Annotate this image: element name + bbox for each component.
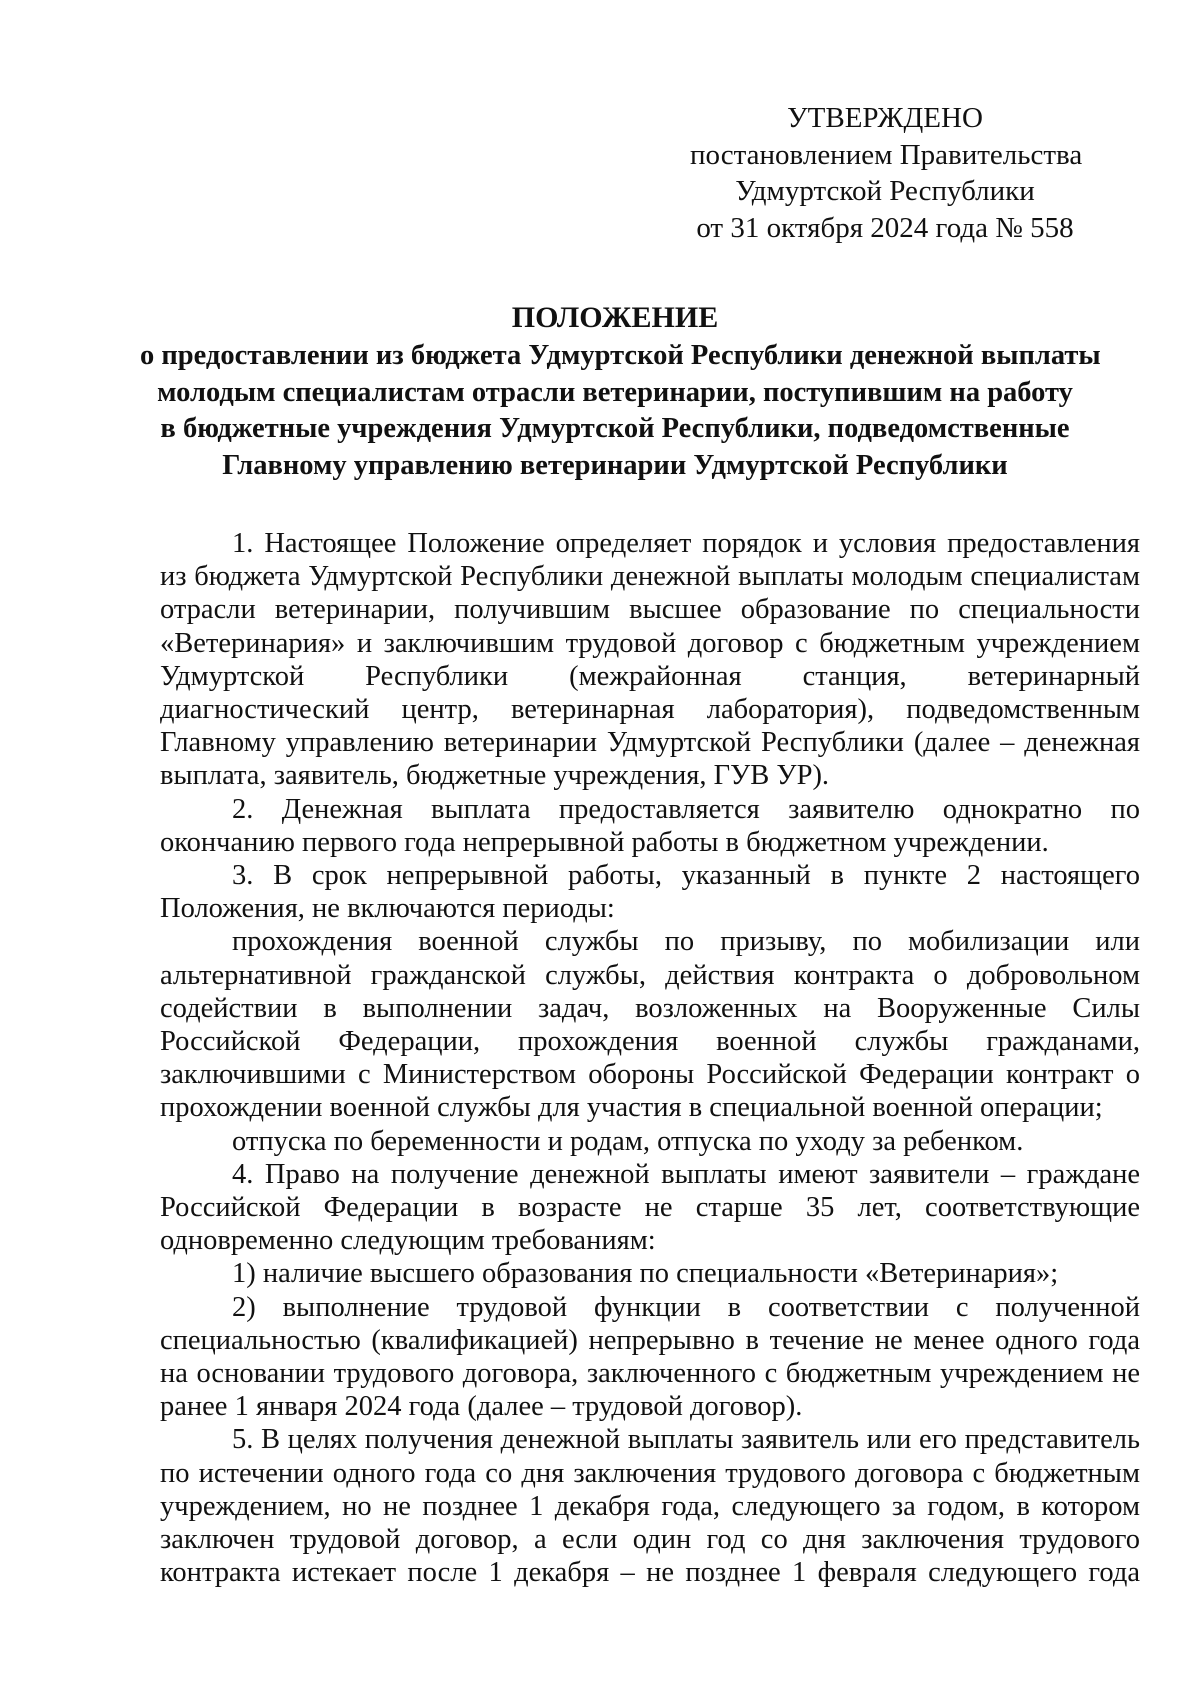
paragraph-2: 2. Денежная выплата предоставляется заявителю однократно по окончанию первого года непрерывной работы в бюджетном учреждении.	[160, 793, 1140, 858]
document-body	[160, 527, 1140, 1590]
approval-stamp	[690, 100, 1083, 246]
subtitle-line: в бюджетные учреждения Удмуртской Республики, подведомственные	[160, 413, 1070, 444]
paragraph-1: 1. Настоящее Положение определяет порядок и условия предоставления из бюджета Удмуртской Республики денежной выплаты молодым специалистам отрасли ветеринарии, получившим высшее образование по специальности «Ветеринария» и заключившим трудовой договор с бюджетным учреждением Удмуртской Республики (межрайонная станция, ветеринарный диагностический центр, ветеринарная лаборатория), подведомственным Главному управлению ветеринарии Удмуртской Республики (далее – денежная выплата, заявитель, бюджетные учреждения, ГУВ УР).	[160, 528, 1140, 792]
approval-heading: УТВЕРЖДЕНО	[787, 102, 983, 134]
document-title: ПОЛОЖЕНИЕ	[511, 301, 719, 334]
approval-date-number: от 31 октября 2024 года № 558	[696, 211, 1074, 244]
approval-region: Удмуртской Республики	[735, 175, 1035, 207]
paragraph-3-leave: отпуска по беременности и родам, отпуска по уходу за ребенком.	[232, 1125, 1024, 1157]
paragraph-4-item-2: 2) выполнение трудовой функции в соответствии с полученной специальностью (квалификацией) непрерывно в течение не менее одного года на основании трудового договора, заключенного с бюджетным учреждением не ранее 1 января 2024 года (далее – трудовой договор).	[160, 1291, 1140, 1423]
approval-resolution: постановлением Правительства	[690, 138, 1083, 171]
subtitle-line: о предоставлении из бюджета Удмуртской Республики денежной выплаты	[140, 340, 1101, 371]
subtitle-line: молодым специалистам отрасли ветеринарии, поступившим на работу	[157, 376, 1073, 408]
document-subtitle	[140, 338, 1101, 484]
paragraph-3-military: прохождения военной службы по призыву, по мобилизации или альтернативной гражданской службы, действия контракта о добровольном содействии в выполнении задач, возложенных на Вооруженные Силы Российской Федерации, прохождения военной службы гражданами, заключившими с Министерством обороны Российской Федерации контракт о прохождении военной службы для участия в специальной военной операции;	[160, 926, 1140, 1124]
paragraph-4: 4. Право на получение денежной выплаты имеют заявители – граждане Российской Федерации в возрасте не старше 35 лет, соответствующие одновременно следующим требованиям:	[160, 1158, 1140, 1257]
paragraph-4-item-1: 1) наличие высшего образования по специальности «Ветеринария»;	[232, 1258, 1059, 1290]
document-title-block	[140, 298, 1101, 484]
paragraph-5: 5. В целях получения денежной выплаты заявитель или его представитель по истечении одного года со дня заключения трудового договора с бюджетным учреждением, но не позднее 1 декабря года, следующего за годом, в котором заключен трудовой договор, а если один год со дня заключения трудового контракта истекает после 1 декабря – не позднее 1 февраля следующего года	[160, 1424, 1140, 1589]
subtitle-line: Главному управлению ветеринарии Удмуртской Республики	[222, 449, 1008, 481]
paragraph-3: 3. В срок непрерывной работы, указанный в пункте 2 настоящего Положения, не включаются периоды:	[160, 860, 1140, 925]
